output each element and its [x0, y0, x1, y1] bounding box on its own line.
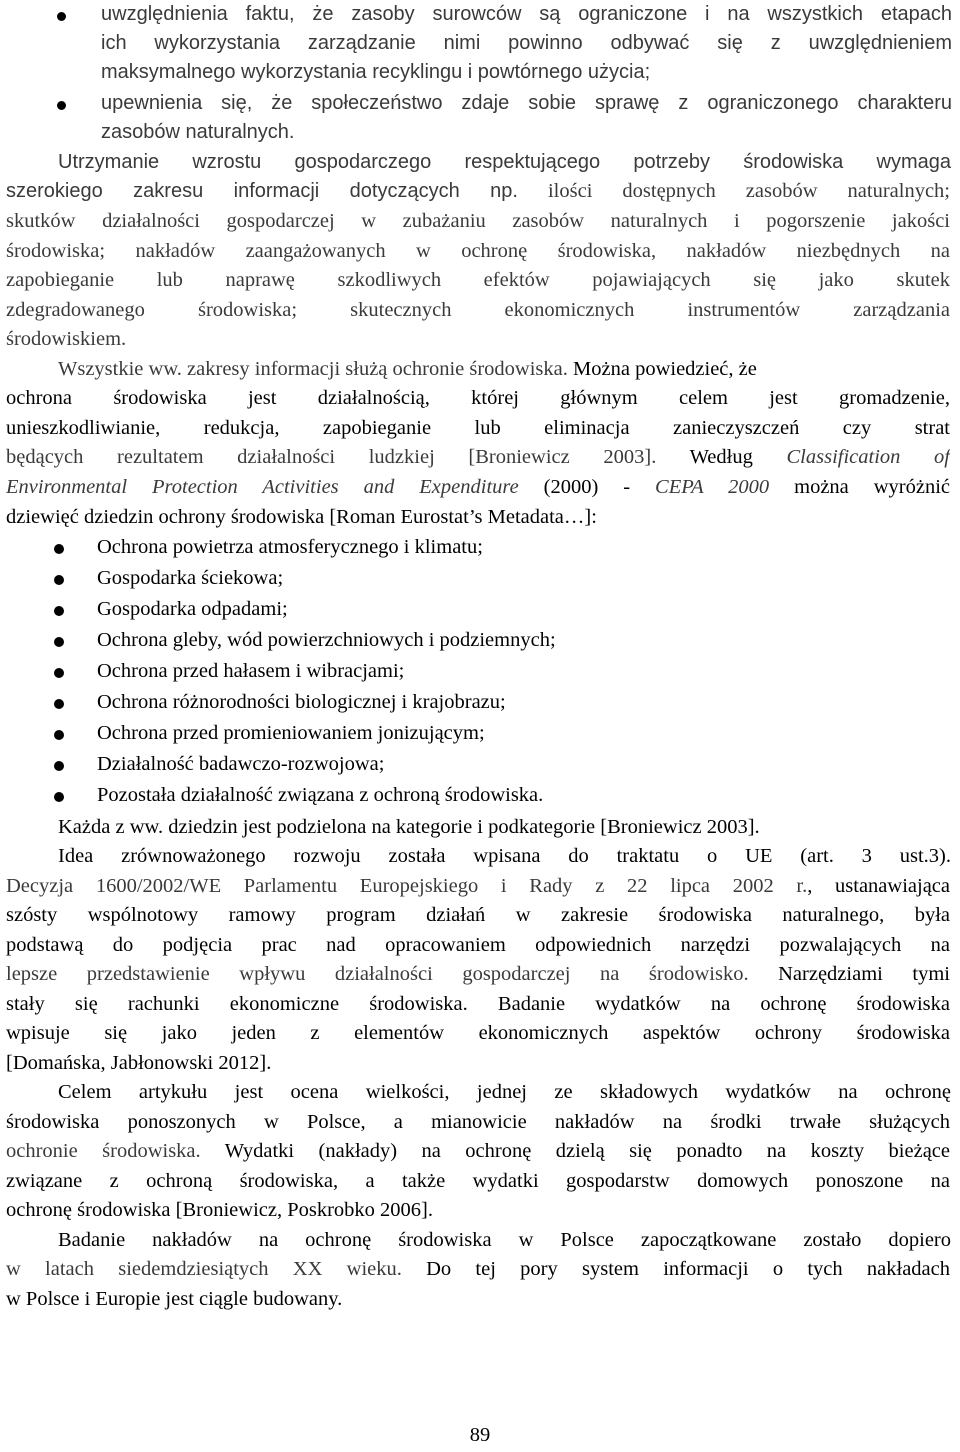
list-item: Ochrona powietrza atmosferycznego i klimatu;	[97, 536, 483, 558]
text-line: szósty wspólnotowy ramowy program działań w zakresie środowiska naturalnego, była	[6, 904, 950, 926]
text-span: CEPA 2000	[655, 476, 770, 498]
page-number: 89	[469, 1424, 491, 1446]
text-span: Decyzja 1600/2002/WE Parlamentu Europejskiego i Rady z 22 lipca 2002 r.	[6, 875, 808, 897]
text-line: Utrzymanie wzrostu gospodarczego respektującego potrzeby środowiska wymaga	[58, 151, 951, 173]
bullet-icon	[54, 606, 64, 616]
bullet-icon	[54, 730, 64, 740]
list-item: Działalność badawczo-rozwojowa;	[97, 753, 385, 775]
text-line: związane z ochroną środowiska, a także wydatki gospodarstw domowych ponoszone na	[6, 1170, 950, 1192]
text-line: w Polsce i Europie jest ciągle budowany.	[6, 1288, 343, 1310]
text-line: ochronę środowiska [Broniewicz, Poskrobko 2006].	[6, 1199, 434, 1221]
text-line	[6, 872, 950, 902]
text-span: Environmental Protection Activities and Expenditure	[6, 476, 519, 498]
text-span: Narzędziami tymi	[748, 963, 950, 985]
bullet-icon	[54, 792, 64, 802]
text-line	[6, 177, 950, 207]
text-line: maksymalnego wykorzystania recyklingu i powtórnego użycia;	[101, 61, 651, 83]
text-span: szerokiego zakresu informacji dotyczących np.	[6, 180, 518, 202]
text-line: Badanie nakładów na ochronę środowiska w Polsce zapoczątkowane zostało dopiero	[58, 1229, 951, 1251]
text-span: Wydatki (nakłady) na ochronę dzielą się ponadto na koszty bieżące	[200, 1140, 950, 1162]
text-line	[6, 1255, 950, 1285]
list-item: Ochrona przed promieniowaniem jonizującym;	[97, 722, 485, 744]
text-line: środowiskiem.	[6, 328, 127, 350]
text-line	[6, 960, 950, 990]
text-line: zdegradowanego środowiska; skutecznych ekonomicznych instrumentów zarządzania	[6, 299, 950, 321]
text-line: wpisuje się jako jeden z elementów ekonomicznych aspektów ochrony środowiska	[6, 1022, 950, 1044]
text-line: unieszkodliwianie, redukcja, zapobieganie lub eliminacja zanieczyszczeń czy strat	[6, 417, 950, 439]
bullet-icon	[54, 575, 64, 585]
text-span: (2000) -	[518, 476, 656, 498]
text-line: [Domańska, Jabłonowski 2012].	[6, 1052, 272, 1074]
text-span: Wszystkie ww. zakresy informacji służą ochronie środowiska.	[58, 358, 568, 380]
bullet-icon	[54, 544, 64, 554]
text-span: Do tej pory system informacji o tych nakładach	[401, 1258, 950, 1280]
text-span: można wyróżnić	[769, 476, 950, 498]
text-line: Celem artykułu jest ocena wielkości, jednej ze składowych wydatków na ochronę	[58, 1081, 951, 1103]
paragraph: Każda z ww. dziedzin jest podzielona na kategorie i podkategorie [Broniewicz 2003].	[58, 816, 760, 838]
text-line	[6, 443, 950, 473]
list-item: Ochrona przed hałasem i wibracjami;	[97, 660, 405, 682]
text-line: ochrona środowiska jest działalnością, której głównym celem jest gromadzenie,	[6, 387, 950, 409]
list-item: Gospodarka ściekowa;	[97, 567, 284, 589]
bullet-icon	[57, 101, 66, 110]
text-line	[58, 355, 960, 385]
text-span: ochronie środowiska.	[6, 1140, 201, 1162]
text-line: dziewięć dziedzin ochrony środowiska [Roman Eurostat’s Metadata…]:	[6, 506, 597, 528]
text-span: w latach siedemdziesiątych XX wieku.	[6, 1258, 402, 1280]
text-span: , ustanawiająca	[807, 875, 950, 897]
text-span: będących rezultatem działalności ludzkiej [Broniewicz 2003].	[6, 446, 657, 468]
list-item: Pozostała działalność związana z ochroną środowiska.	[97, 784, 544, 806]
text-line: ich wykorzystania zarządzanie nimi powinno odbywać się z uwzględnieniem	[101, 32, 952, 54]
bullet-icon	[54, 637, 64, 647]
text-span: Według	[656, 446, 787, 468]
text-span: lepsze przedstawienie wpływu działalności gospodarczej na środowisko.	[6, 963, 749, 985]
text-line: skutków działalności gospodarczej w zubażaniu zasobów naturalnych i pogorszenie jakości	[6, 210, 950, 232]
text-line	[6, 1137, 950, 1167]
text-line: środowiska ponoszonych w Polsce, a mianowicie nakładów na środki trwałe służących	[6, 1111, 950, 1133]
text-line: podstawą do podjęcia prac nad opracowaniem odpowiednich narzędzi pozwalających na	[6, 934, 950, 956]
text-line: upewnienia się, że społeczeństwo zdaje sobie sprawę z ograniczonego charakteru	[101, 92, 952, 114]
text-line: środowiska; nakładów zaangażowanych w ochronę środowiska, nakładów niezbędnych na	[6, 240, 950, 262]
text-line	[6, 473, 950, 503]
list-item: Ochrona gleby, wód powierzchniowych i podziemnych;	[97, 629, 556, 651]
text-span: Można powiedzieć, że	[567, 358, 757, 380]
text-line: uwzględnienia faktu, że zasoby surowców są ograniczone i na wszystkich etapach	[101, 3, 952, 25]
text-span: ilości dostępnych zasobów naturalnych;	[517, 180, 950, 202]
list-item: Ochrona różnorodności biologicznej i krajobrazu;	[97, 691, 506, 713]
bullet-icon	[54, 668, 64, 678]
bullet-icon	[57, 12, 66, 21]
text-line: stały się rachunki ekonomiczne środowiska. Badanie wydatków na ochronę środowiska	[6, 993, 950, 1015]
bullet-icon	[54, 699, 64, 709]
text-line: zasobów naturalnych.	[101, 121, 295, 143]
text-line: Idea zrównoważonego rozwoju została wpisana do traktatu o UE (art. 3 ust.3).	[58, 845, 951, 867]
bullet-icon	[54, 761, 64, 771]
text-line: zapobieganie lub naprawę szkodliwych efektów pojawiających się jako skutek	[6, 269, 950, 291]
list-item: Gospodarka odpadami;	[97, 598, 288, 620]
text-span: Classification of	[786, 446, 950, 468]
